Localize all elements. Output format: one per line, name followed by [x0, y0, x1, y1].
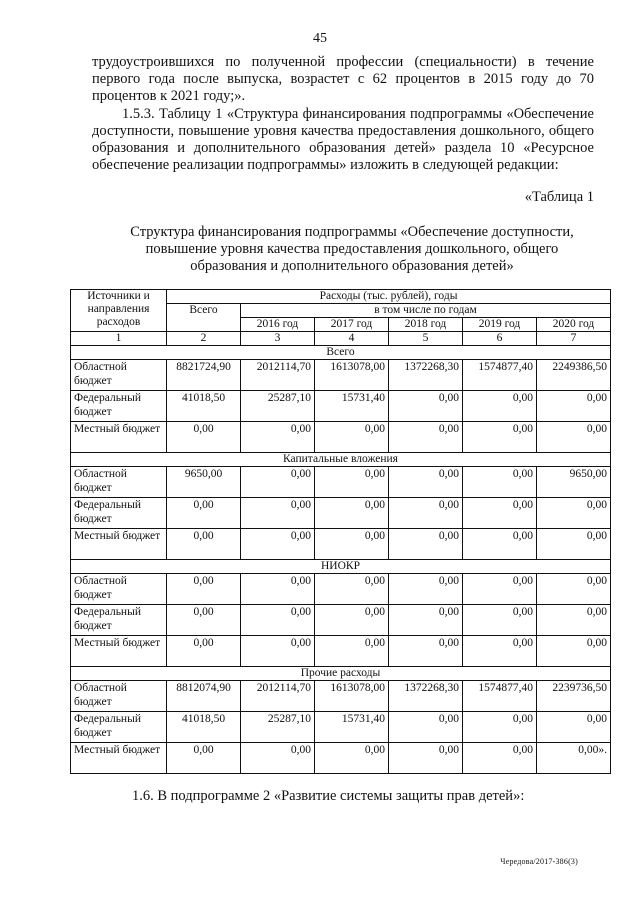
table-reference: «Таблица 1	[524, 189, 594, 205]
column-index: 3	[241, 332, 315, 346]
total-value: 0,00	[167, 529, 241, 560]
section-title: Капитальные вложения	[71, 453, 611, 467]
year-value: 2249386,50	[537, 360, 611, 391]
financing-table	[70, 289, 611, 774]
year-value: 0,00	[389, 712, 463, 743]
funding-source: Областной бюджет	[71, 467, 167, 498]
total-value: 0,00	[167, 743, 241, 774]
funding-source: Областной бюджет	[71, 681, 167, 712]
year-value: 0,00	[241, 574, 315, 605]
funding-source: Федеральный бюджет	[71, 391, 167, 422]
year-value: 0,00	[537, 712, 611, 743]
year-value: 0,00».	[537, 743, 611, 774]
year-value: 0,00	[315, 467, 389, 498]
year-value: 0,00	[241, 498, 315, 529]
year-value: 0,00	[463, 574, 537, 605]
header-source: Источники и направления расходов	[71, 290, 167, 332]
column-index-row	[71, 332, 611, 346]
year-value: 0,00	[463, 529, 537, 560]
year-value: 0,00	[463, 391, 537, 422]
total-value: 0,00	[167, 605, 241, 636]
year-value: 9650,00	[537, 467, 611, 498]
column-index: 4	[315, 332, 389, 346]
total-value: 8821724,90	[167, 360, 241, 391]
bottom-paragraph: 1.6. В подпрограмме 2 «Развитие системы защиты прав детей»:	[132, 788, 525, 804]
year-value: 0,00	[389, 605, 463, 636]
year-value: 0,00	[389, 636, 463, 667]
year-value: 25287,10	[241, 391, 315, 422]
funding-source: Местный бюджет	[71, 636, 167, 667]
paragraph-2: 1.5.3. Таблицу 1 «Структура финансирования подпрограммы «Обеспечение доступности, повышение уровня качества предоставления дошкольного, общего образования и дополнительного образования детей» раздела 10 «Ресурсное обеспечение реализации подпрограммы» изложить в следующей редакции:	[92, 106, 594, 173]
table-row	[71, 743, 611, 774]
year-value: 25287,10	[241, 712, 315, 743]
column-index: 2	[167, 332, 241, 346]
year-value: 0,00	[389, 529, 463, 560]
year-value: 15731,40	[315, 712, 389, 743]
year-value: 0,00	[389, 422, 463, 453]
header-year: 2018 год	[389, 318, 463, 332]
table-row	[71, 529, 611, 560]
page-number: 45	[313, 31, 327, 46]
funding-source: Федеральный бюджет	[71, 712, 167, 743]
header-total: Всего	[167, 304, 241, 332]
year-value: 0,00	[537, 498, 611, 529]
total-value: 0,00	[167, 422, 241, 453]
table-row	[71, 360, 611, 391]
total-value: 0,00	[167, 574, 241, 605]
year-value: 0,00	[463, 498, 537, 529]
section-title-row	[71, 453, 611, 467]
table-row	[71, 574, 611, 605]
year-value: 1613078,00	[315, 360, 389, 391]
footer-document-code: Чередова/2017-386(3)	[500, 857, 578, 866]
year-value: 1574877,40	[463, 681, 537, 712]
funding-source: Местный бюджет	[71, 529, 167, 560]
year-value: 2012114,70	[241, 360, 315, 391]
caption-line-3: образования и дополнительного образования детей»	[190, 258, 514, 274]
funding-source: Областной бюджет	[71, 360, 167, 391]
funding-source: Федеральный бюджет	[71, 605, 167, 636]
year-value: 0,00	[241, 636, 315, 667]
year-value: 0,00	[537, 574, 611, 605]
header-expenses: Расходы (тыс. рублей), годы	[167, 290, 611, 304]
year-value: 0,00	[315, 529, 389, 560]
column-index: 1	[71, 332, 167, 346]
column-index: 6	[463, 332, 537, 346]
year-value: 0,00	[537, 636, 611, 667]
year-value: 0,00	[537, 529, 611, 560]
header-year: 2020 год	[537, 318, 611, 332]
total-value: 0,00	[167, 636, 241, 667]
year-value: 0,00	[315, 636, 389, 667]
funding-source: Областной бюджет	[71, 574, 167, 605]
year-value: 0,00	[537, 391, 611, 422]
year-value: 0,00	[241, 605, 315, 636]
year-value: 0,00	[389, 743, 463, 774]
header-year: 2019 год	[463, 318, 537, 332]
year-value: 0,00	[463, 422, 537, 453]
table-row	[71, 422, 611, 453]
total-value: 9650,00	[167, 467, 241, 498]
year-value: 0,00	[389, 574, 463, 605]
year-value: 1372268,30	[389, 360, 463, 391]
section-title-row	[71, 667, 611, 681]
table-row	[71, 681, 611, 712]
year-value: 0,00	[241, 422, 315, 453]
year-value: 1574877,40	[463, 360, 537, 391]
year-value: 0,00	[241, 743, 315, 774]
year-value: 0,00	[389, 498, 463, 529]
section-title-row	[71, 560, 611, 574]
table-row	[71, 498, 611, 529]
column-index: 7	[537, 332, 611, 346]
year-value: 0,00	[389, 391, 463, 422]
section-title: Всего	[71, 346, 611, 360]
year-value: 0,00	[315, 605, 389, 636]
header-including: в том числе по годам	[241, 304, 611, 318]
total-value: 41018,50	[167, 712, 241, 743]
funding-source: Местный бюджет	[71, 743, 167, 774]
header-year: 2016 год	[241, 318, 315, 332]
column-index: 5	[389, 332, 463, 346]
year-value: 1613078,00	[315, 681, 389, 712]
year-value: 0,00	[389, 467, 463, 498]
year-value: 0,00	[315, 498, 389, 529]
paragraph-1: трудоустроившихся по полученной профессии (специальности) в течение первого года после выпуска, возрастет с 62 процентов в 2015 году до 70 процентов к 2021 году;».	[92, 54, 594, 104]
table-row	[71, 605, 611, 636]
year-value: 0,00	[463, 467, 537, 498]
section-title: НИОКР	[71, 560, 611, 574]
table-row	[71, 712, 611, 743]
caption-line-2: повышение уровня качества предоставления дошкольного, общего	[145, 241, 559, 257]
section-title: Прочие расходы	[71, 667, 611, 681]
year-value: 0,00	[241, 467, 315, 498]
year-value: 0,00	[463, 712, 537, 743]
year-value: 15731,40	[315, 391, 389, 422]
funding-source: Федеральный бюджет	[71, 498, 167, 529]
table-row	[71, 391, 611, 422]
year-value: 1372268,30	[389, 681, 463, 712]
year-value: 0,00	[315, 574, 389, 605]
year-value: 2239736,50	[537, 681, 611, 712]
year-value: 0,00	[463, 636, 537, 667]
year-value: 0,00	[315, 743, 389, 774]
section-title-row	[71, 346, 611, 360]
year-value: 0,00	[315, 422, 389, 453]
total-value: 41018,50	[167, 391, 241, 422]
header-year: 2017 год	[315, 318, 389, 332]
table-row	[71, 467, 611, 498]
year-value: 0,00	[463, 605, 537, 636]
year-value: 0,00	[241, 529, 315, 560]
table-row	[71, 636, 611, 667]
caption-line-1: Структура финансирования подпрограммы «Обеспечение доступности,	[130, 224, 574, 240]
funding-source: Местный бюджет	[71, 422, 167, 453]
year-value: 0,00	[537, 422, 611, 453]
total-value: 0,00	[167, 498, 241, 529]
table-caption	[60, 224, 640, 275]
year-value: 0,00	[537, 605, 611, 636]
total-value: 8812074,90	[167, 681, 241, 712]
year-value: 2012114,70	[241, 681, 315, 712]
year-value: 0,00	[463, 743, 537, 774]
